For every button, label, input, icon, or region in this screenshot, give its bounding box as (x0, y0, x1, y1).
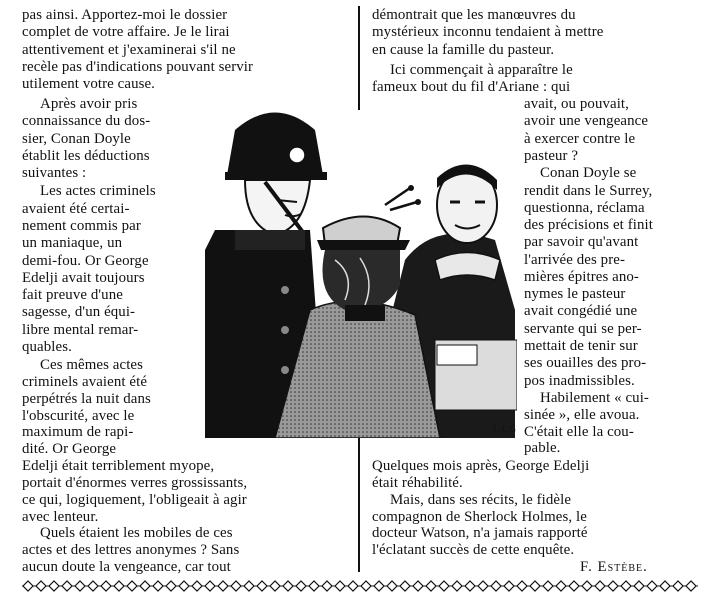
text-line: pasteur ? (524, 147, 579, 164)
artist-monogram: J.-L.G (493, 424, 516, 434)
text-line: sinée », elle avoua. (524, 406, 640, 423)
text-line: aucun doute la vengeance, car tout (22, 559, 231, 575)
text-line: Edelji avait toujours (22, 269, 145, 286)
text-line: des précisions et finit (524, 217, 653, 234)
text-line: mettait de tenir sur (524, 338, 638, 355)
text-line: établit les déductions (22, 147, 150, 164)
text-line: en cause la famille du pasteur. (372, 41, 555, 58)
text-line: Quelques mois après, George Edelji (372, 458, 590, 475)
text-line: démontrait que les manœuvres du (372, 7, 576, 23)
text-line: avec lenteur. (22, 508, 99, 525)
text-line: avait congédié une (524, 303, 638, 320)
text-line: connaissance du dos- (22, 113, 151, 130)
text-line: avaient été certai- (22, 200, 130, 217)
text-line: Conan Doyle se (540, 165, 637, 182)
text-line: attentivement et j'examinerai s'il ne (22, 41, 236, 58)
text-line: Les actes criminels (40, 183, 156, 200)
text-line: Habilement « cui- (540, 389, 649, 406)
text-line: un maniaque, un (22, 235, 123, 252)
text-line: sagesse, d'un équi- (22, 304, 136, 321)
text-line: demi-fou. Or George (22, 252, 149, 269)
text-line: fait preuve d'une (22, 287, 123, 304)
text-line: questionna, réclama (524, 199, 645, 216)
text-line: avait, ou pouvait, (524, 96, 629, 113)
text-line: mières épitres ano- (524, 268, 639, 285)
text-line: mystérieux inconnu tendaient à mettre (372, 24, 604, 41)
text-line: nymes le pasteur (524, 286, 626, 303)
text-line: C'était elle la cou- (524, 423, 634, 440)
ornamental-rule (22, 579, 698, 593)
text-line: libre mental remar- (22, 321, 139, 338)
text-line: dité. Or George (22, 441, 117, 458)
text-line: rendit dans le Surrey, (524, 182, 653, 199)
text-line: était réhabilité. (372, 474, 463, 491)
text-line: avoir une vengeance (524, 113, 649, 130)
text-line: compagnon de Sherlock Holmes, le (372, 508, 587, 525)
text-line: par savoir qu'avant (524, 234, 639, 251)
text-line: utilement votre cause. (22, 76, 155, 93)
text-line: pable. (524, 440, 561, 457)
text-line: l'obscurité, avec le (22, 407, 135, 424)
text-line: nement commis par (22, 217, 141, 234)
text-line: sier, Conan Doyle (22, 130, 131, 147)
text-line: Après avoir pris (40, 96, 138, 113)
text-line: docteur Watson, n'a jamais rapporté (372, 525, 588, 542)
text-line: perpétrés la nuit dans (22, 390, 151, 407)
text-line: ses ouailles des pro- (524, 355, 647, 372)
text-line: ce qui, logiquement, l'obligeait à agir (22, 491, 247, 508)
text-line: Edelji était terriblement myope, (22, 458, 215, 475)
text-line: servante qui se per- (524, 320, 642, 337)
text-line: l'arrivée des pre- (524, 251, 626, 268)
text-line: recèle pas d'indications pouvant servir (22, 58, 254, 75)
text-line: Ici commençait à apparaître le (390, 61, 573, 78)
text-line: Quels étaient les mobiles de ces (40, 525, 233, 542)
text-line: quables. (22, 338, 72, 355)
text-line: complet de votre affaire. Je le lirai (22, 24, 230, 41)
text-line: criminels avaient été (22, 373, 148, 390)
text-line: actes et des lettres anonymes ? Sans (22, 542, 240, 559)
illustration-policeman-and-men (205, 110, 517, 438)
text-line: à exercer contre le (524, 130, 636, 147)
text-line: maximum de rapi- (22, 424, 134, 441)
text-line: suivantes : (22, 165, 87, 182)
text-line: pos inadmissibles. (524, 372, 635, 389)
text-line: Mais, dans ses récits, le fidèle (390, 491, 572, 508)
author-signature: F. Estèbe. (580, 559, 648, 575)
text-line: pas ainsi. Apportez-moi le dossier (22, 7, 228, 23)
text-line: Ces mêmes actes (40, 357, 144, 374)
text-line: fameux bout du fil d'Ariane : qui (372, 78, 571, 95)
text-line: portait d'énormes verres grossissants, (22, 474, 248, 491)
text-line: l'éclatant succès de cette enquête. (372, 542, 575, 559)
